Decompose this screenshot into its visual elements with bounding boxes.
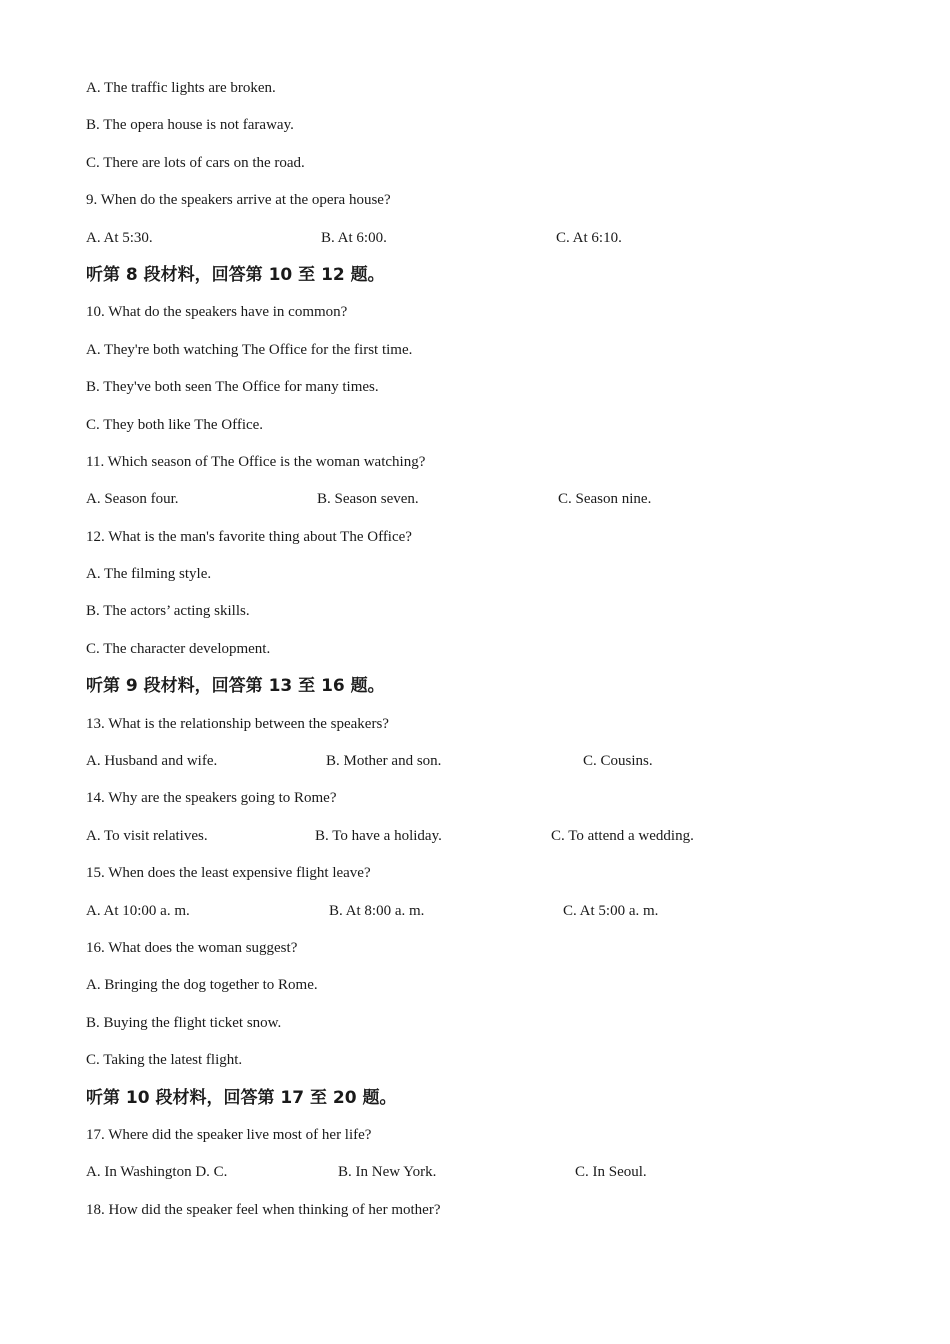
question-text: 18. How did the speaker feel when thinking of her mother? — [86, 1201, 441, 1218]
answer-option-a: A. In Washington D. C. — [86, 1164, 228, 1181]
answer-option-b: B. In New York. — [338, 1164, 437, 1181]
question-text: 14. Why are the speakers going to Rome? — [86, 790, 337, 807]
answer-option: A. The filming style. — [86, 566, 212, 583]
answer-option-b: B. At 8:00 a. m. — [329, 902, 425, 919]
answer-option: C. There are lots of cars on the road. — [86, 154, 305, 171]
answer-option-a: A. To visit relatives. — [86, 827, 208, 844]
question-text: 11. Which season of The Office is the woman watching? — [86, 453, 426, 470]
answer-options-row — [86, 1154, 886, 1191]
answer-options-row — [86, 893, 886, 930]
answer-option: C. The character development. — [86, 640, 271, 657]
answer-option-b: B. To have a holiday. — [315, 827, 442, 844]
answer-option: A. They're both watching The Office for the first time. — [86, 341, 413, 358]
answer-option: C. Taking the latest flight. — [86, 1052, 243, 1069]
section-heading: 听第 10 段材料，回答第 17 至 20 题。 — [86, 1087, 397, 1108]
section-heading: 听第 8 段材料，回答第 10 至 12 题。 — [86, 264, 385, 285]
answer-option: A. Bringing the dog together to Rome. — [86, 977, 318, 994]
answer-options-row — [86, 481, 886, 518]
answer-option-b: B. At 6:00. — [321, 229, 387, 246]
question-text: 13. What is the relationship between the speakers? — [86, 715, 389, 732]
answer-option: B. The opera house is not faraway. — [86, 117, 294, 134]
answer-option-c: C. Cousins. — [583, 753, 653, 770]
answer-option-c: C. At 5:00 a. m. — [563, 902, 659, 919]
answer-option-b: B. Mother and son. — [326, 753, 442, 770]
answer-options-row — [86, 220, 886, 257]
answer-option: C. They both like The Office. — [86, 416, 264, 433]
answer-option-a: A. At 5:30. — [86, 229, 153, 246]
section-heading: 听第 9 段材料，回答第 13 至 16 题。 — [86, 676, 385, 697]
answer-options-row — [86, 743, 886, 780]
answer-option: B. Buying the flight ticket snow. — [86, 1014, 282, 1031]
question-text: 10. What do the speakers have in common? — [86, 304, 348, 321]
answer-option: A. The traffic lights are broken. — [86, 80, 276, 96]
answer-options-row — [86, 818, 886, 855]
answer-option-c: C. In Seoul. — [575, 1164, 647, 1181]
answer-option: B. They've both seen The Office for many times. — [86, 379, 379, 396]
question-text: 9. When do the speakers arrive at the opera house? — [86, 192, 391, 209]
answer-option-a: A. At 10:00 a. m. — [86, 902, 190, 919]
question-text: 12. What is the man's favorite thing about The Office? — [86, 528, 412, 545]
answer-option-c: C. Season nine. — [558, 491, 652, 508]
question-text: 17. Where did the speaker live most of her life? — [86, 1126, 372, 1143]
answer-option: B. The actors’ acting skills. — [86, 603, 250, 620]
question-text: 15. When does the least expensive flight leave? — [86, 865, 371, 882]
document-page — [86, 70, 886, 1229]
question-text: 16. What does the woman suggest? — [86, 939, 298, 956]
answer-option-a: A. Husband and wife. — [86, 753, 218, 770]
answer-option-a: A. Season four. — [86, 491, 179, 508]
answer-option-b: B. Season seven. — [317, 491, 419, 508]
answer-option-c: C. At 6:10. — [556, 229, 622, 246]
answer-option-c: C. To attend a wedding. — [551, 827, 694, 844]
